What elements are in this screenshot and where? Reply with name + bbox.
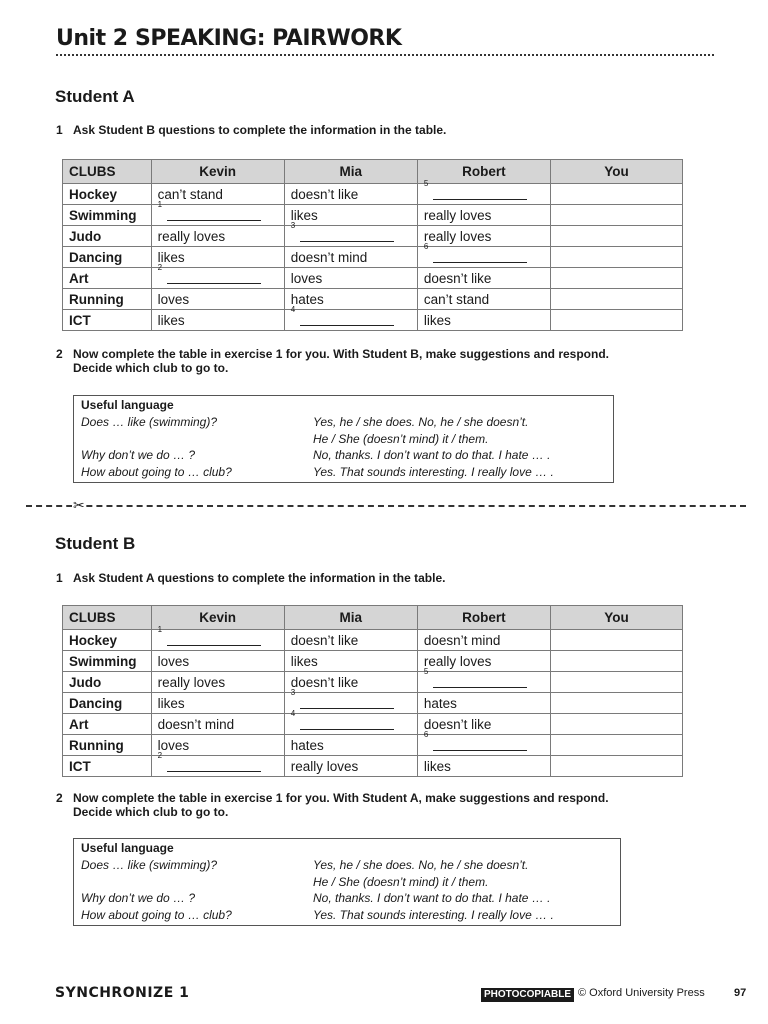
useful-phrase: Does … like (swimming)? [81,415,218,429]
club-name: Judo [63,226,152,247]
answer-blank[interactable] [423,242,527,263]
answer-blank[interactable] [157,263,261,284]
useful-response: Yes. That sounds interesting. I really love … . [313,465,554,479]
copyright-text: © Oxford University Press [578,987,705,999]
you-answer-cell[interactable] [550,289,682,310]
preference-cell: can’t stand [151,184,284,205]
blank-number: 3 [290,221,296,230]
useful-phrase: How about going to … club? [81,465,232,479]
club-name: Swimming [63,205,152,226]
blank-number: 5 [423,667,429,676]
table-row [63,289,683,310]
blank-number: 1 [157,625,163,634]
useful-language-heading: Useful language [81,398,174,412]
preference-cell: doesn’t like [284,184,417,205]
column-header-clubs: CLUBS [63,160,152,184]
answer-blank-cell[interactable] [151,263,284,289]
preference-cell: likes [151,693,284,714]
preference-cell: really loves [417,651,550,672]
useful-language-heading: Useful language [81,841,174,855]
student-a-exercise-2 [56,347,609,375]
useful-response: He / She (doesn’t mind) it / them. [313,875,489,889]
unit-label: Unit 2 [56,26,128,51]
preference-cell: likes [151,310,284,331]
answer-blank[interactable] [423,730,527,751]
page-header [56,26,714,56]
you-answer-cell[interactable] [550,310,682,331]
cut-line [26,505,746,507]
column-header-kevin: Kevin [151,160,284,184]
table-row [63,693,683,714]
student-b-useful-language [73,838,621,926]
useful-response: Yes, he / she does. No, he / she doesn’t. [313,415,529,429]
exercise-text-cont: Decide which club to go to. [73,805,229,819]
club-name: Dancing [63,693,152,714]
club-name: Dancing [63,247,152,268]
preference-cell: can’t stand [417,289,550,310]
answer-blank-cell[interactable] [417,730,550,756]
preference-cell: really loves [284,756,417,777]
blank-number: 5 [423,179,429,188]
blank-number: 2 [157,263,163,272]
scissors-icon: ✂ [73,497,85,513]
blank-number: 2 [157,751,163,760]
student-a-useful-language [73,395,614,483]
blank-number: 6 [423,242,429,251]
preference-cell: really loves [151,226,284,247]
exercise-number: 1 [56,123,63,137]
exercise-text: Ask Student A questions to complete the information in the table. [73,571,446,585]
you-answer-cell[interactable] [550,268,682,289]
preference-cell: really loves [151,672,284,693]
table-row [63,268,683,289]
table-row [63,310,683,331]
column-header-mia: Mia [284,606,417,630]
answer-blank[interactable] [290,221,394,242]
answer-blank-cell[interactable] [417,179,550,205]
preference-cell: likes [284,205,417,226]
answer-blank[interactable] [157,200,261,221]
club-name: Running [63,735,152,756]
preference-cell: doesn’t like [284,672,417,693]
you-answer-cell[interactable] [550,247,682,268]
student-b-title: Student B [55,534,136,553]
useful-phrase: Why don’t we do … ? [81,891,196,905]
you-answer-cell[interactable] [550,226,682,247]
preference-cell: loves [151,651,284,672]
useful-response: No, thanks. I don’t want to do that. I hate … . [313,891,551,905]
answer-blank-cell[interactable] [284,305,417,331]
exercise-number: 2 [56,347,63,361]
answer-blank-cell[interactable] [417,242,550,268]
table-row [63,184,683,205]
table-row [63,630,683,651]
club-name: Art [63,268,152,289]
you-answer-cell[interactable] [550,672,682,693]
table-header-row [63,160,683,184]
club-name: ICT [63,756,152,777]
preference-cell: likes [417,310,550,331]
answer-blank-cell[interactable] [151,751,284,777]
exercise-text: Now complete the table in exercise 1 for you. With Student B, make suggestions and respond. [73,347,609,361]
you-answer-cell[interactable] [550,756,682,777]
column-header-you: You [550,606,682,630]
preference-cell: loves [284,268,417,289]
useful-phrase: How about going to … club? [81,908,232,922]
table-row [63,756,683,777]
you-answer-cell[interactable] [550,714,682,735]
you-answer-cell[interactable] [550,205,682,226]
answer-blank-cell[interactable] [417,667,550,693]
column-header-mia: Mia [284,160,417,184]
answer-blank-cell[interactable] [284,688,417,714]
student-a-exercise-1 [56,123,446,137]
answer-blank[interactable] [157,625,261,646]
preference-cell: doesn’t like [417,268,550,289]
table-row [63,714,683,735]
page-title: SPEAKING: PAIRWORK [135,26,402,51]
exercise-number: 1 [56,571,63,585]
answer-blank-cell[interactable] [151,625,284,651]
exercise-number: 2 [56,791,63,805]
club-name: Art [63,714,152,735]
exercise-text: Ask Student B questions to complete the information in the table. [73,123,447,137]
you-answer-cell[interactable] [550,184,682,205]
table-row [63,205,683,226]
preference-cell: doesn’t like [417,714,550,735]
photocopiable-badge: PHOTOCOPIABLE [481,988,574,1002]
preference-cell: really loves [417,226,550,247]
table-row [63,672,683,693]
preference-cell: really loves [417,205,550,226]
answer-blank[interactable] [290,688,394,709]
preference-cell: doesn’t mind [151,714,284,735]
column-header-robert: Robert [417,606,550,630]
blank-number: 3 [290,688,296,697]
table-row [63,651,683,672]
you-answer-cell[interactable] [550,693,682,714]
table-row [63,247,683,268]
club-name: Swimming [63,651,152,672]
answer-blank[interactable] [290,709,394,730]
preference-cell: loves [151,289,284,310]
you-answer-cell[interactable] [550,651,682,672]
preference-cell: doesn’t mind [417,630,550,651]
answer-blank-cell[interactable] [284,221,417,247]
club-name: Hockey [63,630,152,651]
blank-number: 4 [290,709,296,718]
preference-cell: likes [417,756,550,777]
preference-cell: likes [284,651,417,672]
blank-number: 1 [157,200,163,209]
useful-response: Yes. That sounds interesting. I really love … . [313,908,554,922]
student-a-clubs-table [62,159,683,331]
blank-number: 6 [423,730,429,739]
exercise-text-cont: Decide which club to go to. [73,361,229,375]
answer-blank-cell[interactable] [284,709,417,735]
student-a-title: Student A [55,87,135,106]
you-answer-cell[interactable] [550,735,682,756]
you-answer-cell[interactable] [550,630,682,651]
club-name: Judo [63,672,152,693]
preference-cell: hates [284,289,417,310]
student-b-exercise-2 [56,791,609,819]
answer-blank[interactable] [157,751,261,772]
useful-response: No, thanks. I don’t want to do that. I hate … . [313,448,551,462]
exercise-text: Now complete the table in exercise 1 for you. With Student A, make suggestions and respond. [73,791,609,805]
answer-blank-cell[interactable] [151,200,284,226]
student-b-exercise-1 [56,571,445,585]
preference-cell: doesn’t mind [284,247,417,268]
club-name: Hockey [63,184,152,205]
student-b-clubs-table [62,605,683,777]
page-number: 97 [734,987,747,999]
useful-phrase: Does … like (swimming)? [81,858,218,872]
column-header-kevin: Kevin [151,606,284,630]
club-name: ICT [63,310,152,331]
useful-phrase: Why don’t we do … ? [81,448,196,462]
preference-cell: doesn’t like [284,630,417,651]
column-header-clubs: CLUBS [63,606,152,630]
answer-blank[interactable] [423,667,527,688]
blank-number: 4 [290,305,296,314]
useful-response: Yes, he / she does. No, he / she doesn’t. [313,858,529,872]
preference-cell: hates [284,735,417,756]
footer-brand-logo: SYNCHRONIZE 1 [55,985,190,1001]
table-row [63,735,683,756]
preference-cell: hates [417,693,550,714]
useful-response: He / She (doesn’t mind) it / them. [313,432,489,446]
preference-cell: loves [151,735,284,756]
club-name: Running [63,289,152,310]
column-header-you: You [550,160,682,184]
preference-cell: likes [151,247,284,268]
column-header-robert: Robert [417,160,550,184]
answer-blank[interactable] [423,179,527,200]
answer-blank[interactable] [290,305,394,326]
table-header-row [63,606,683,630]
table-row [63,226,683,247]
